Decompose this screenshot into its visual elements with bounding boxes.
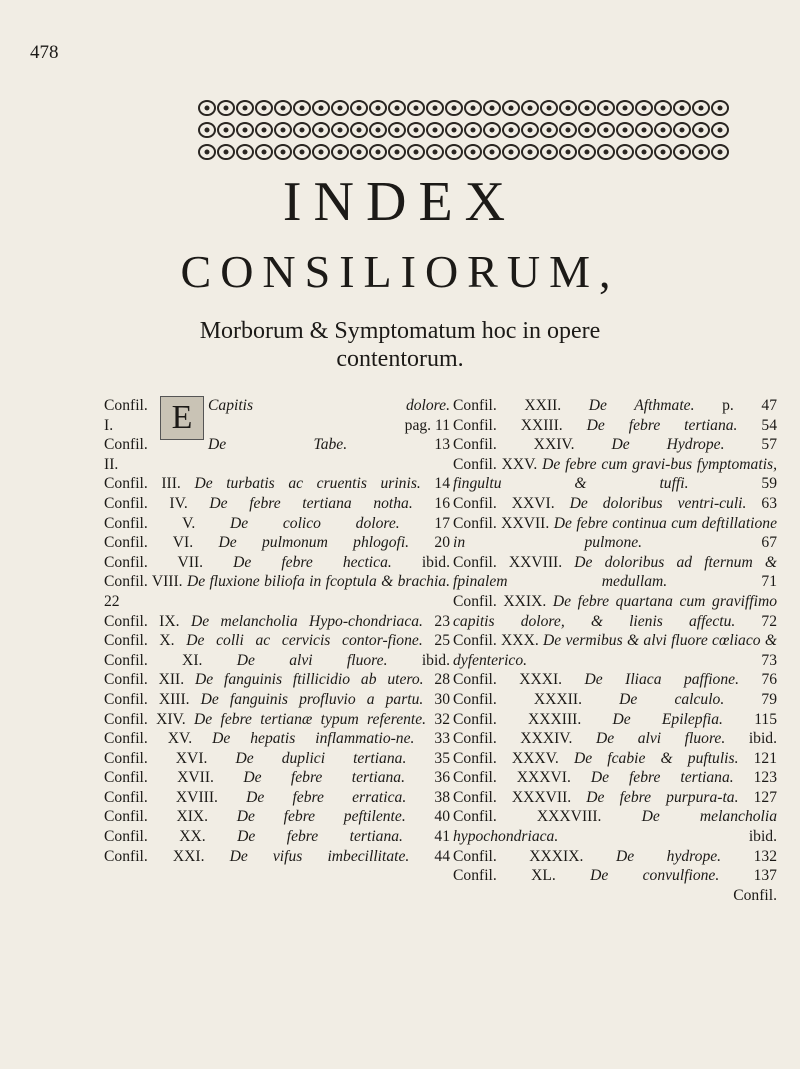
ornament-dot bbox=[642, 150, 647, 155]
ornament-dot bbox=[680, 150, 685, 155]
entry-page: 59 bbox=[761, 475, 778, 493]
index-entry bbox=[104, 729, 450, 749]
index-entry bbox=[453, 866, 777, 886]
ornament-dot bbox=[433, 128, 438, 133]
ornament-dot bbox=[680, 106, 685, 111]
ornament-dot bbox=[547, 128, 552, 133]
entry-text: De hydrope. bbox=[615, 847, 722, 865]
entry-label: Confil. XXVIII. bbox=[453, 553, 563, 571]
entry-text: De colico dolore. bbox=[230, 514, 400, 532]
entry-text: De fcabie & puftulis. bbox=[573, 749, 739, 767]
index-entry bbox=[104, 827, 450, 847]
entry-label: Confil. XXVII. bbox=[453, 514, 550, 532]
ornament-dot bbox=[604, 150, 609, 155]
ornament-dot bbox=[452, 106, 457, 111]
entry-label: Confil. II. bbox=[104, 436, 148, 473]
index-entry bbox=[104, 612, 450, 632]
ornament-dot bbox=[395, 106, 400, 111]
entry-page: 28 bbox=[434, 671, 450, 689]
entry-text: De Epilepfia. bbox=[612, 710, 723, 728]
entry-label: Confil. VIII. bbox=[104, 573, 183, 591]
entry-page: 76 bbox=[761, 671, 778, 689]
index-entry bbox=[453, 553, 777, 592]
entry-label: Confil. XVII. bbox=[104, 769, 214, 787]
entry-label: Confil. XII. bbox=[104, 671, 185, 689]
entry-page: 123 bbox=[753, 769, 778, 787]
entry-text: De duplici tertiana. bbox=[235, 749, 407, 767]
entry-text: De febre peftilente. bbox=[236, 808, 406, 826]
ornament-dot bbox=[395, 150, 400, 155]
entry-page: pag. 11 bbox=[404, 416, 450, 434]
ornament-dot bbox=[528, 128, 533, 133]
index-entry bbox=[453, 455, 777, 494]
entry-label: Confil. XXII. bbox=[453, 397, 562, 414]
entry-page: 36 bbox=[434, 769, 450, 787]
index-entry bbox=[104, 749, 450, 769]
entry-text: De colli ac cervicis contor-fione. bbox=[186, 632, 423, 650]
entry-label: Confil. I. bbox=[104, 397, 148, 434]
ornament-dot bbox=[699, 106, 704, 111]
entry-text: De fanguinis ftillicidio ab utero. bbox=[194, 671, 424, 689]
entry-page: 79 bbox=[761, 690, 777, 708]
entry-label: Confil. XXVI. bbox=[453, 494, 555, 512]
ornament-dot bbox=[262, 150, 267, 155]
ornament-dot bbox=[566, 150, 571, 155]
entry-page: 14 bbox=[434, 475, 450, 493]
index-entry bbox=[453, 847, 777, 867]
entry-label: Confil. XXXIII. bbox=[453, 710, 582, 728]
entry-text: De melancholia hypochondriaca. bbox=[453, 808, 777, 846]
entry-text: De febre tertiana. bbox=[243, 769, 406, 787]
entry-text: De doloribus ventri-culi. bbox=[569, 494, 747, 512]
ornament-dot bbox=[300, 106, 305, 111]
index-entry bbox=[104, 631, 450, 651]
ornament-dot bbox=[262, 106, 267, 111]
entry-text: De febre tertiana. bbox=[237, 828, 403, 846]
entry-text: De calculo. bbox=[619, 690, 725, 708]
entry-text: De vermibus & alvi fluore cœliaco & dyfenterico. bbox=[453, 632, 777, 669]
index-entry bbox=[453, 396, 777, 416]
entry-label: Confil. IX. bbox=[104, 612, 180, 630]
ornament-dot bbox=[205, 106, 210, 111]
index-entry bbox=[104, 807, 450, 827]
entry-label: Confil. XXIII. bbox=[453, 416, 563, 434]
entry-page: 16 bbox=[434, 494, 450, 512]
ornament-dot bbox=[433, 150, 438, 155]
ornament-dot bbox=[661, 128, 666, 133]
entry-text: De Tabe. bbox=[208, 436, 348, 454]
left-column bbox=[104, 396, 450, 866]
entry-page: 73 bbox=[761, 651, 777, 669]
entry-text: De melancholia Hypo-chondriaca. bbox=[190, 612, 423, 630]
first-entry bbox=[104, 396, 450, 474]
entry-label: Confil. XX. bbox=[104, 828, 206, 846]
entry-text: De febre quartana cum graviffimo capitis dolore, & lienis affectu. bbox=[453, 592, 778, 630]
entry-page: 40 bbox=[434, 808, 451, 826]
index-entry bbox=[104, 670, 450, 690]
ornament-dot bbox=[547, 150, 552, 155]
entry-text: De febre cum gravi-bus fymptomatis, fingultu & tuffi. bbox=[453, 455, 777, 493]
entry-page: 23 bbox=[434, 612, 450, 630]
index-entry bbox=[104, 690, 450, 710]
entry-label: Confil. XIV. bbox=[104, 710, 186, 728]
entry-page: 54 bbox=[761, 416, 778, 434]
entry-page: ibid. bbox=[748, 730, 777, 748]
ornament-dot bbox=[699, 128, 704, 133]
entry-page: 22 bbox=[104, 592, 120, 610]
entry-text: Capitis dolore. bbox=[208, 397, 450, 414]
ornament-dot bbox=[376, 150, 381, 155]
entry-page: 13 bbox=[434, 436, 450, 454]
index-entry bbox=[453, 416, 777, 436]
entry-text: De febre hectica. bbox=[233, 553, 392, 571]
entry-page: ibid. bbox=[421, 553, 450, 571]
ornament-dot bbox=[566, 128, 571, 133]
entry-label: Confil. XL. bbox=[453, 867, 556, 885]
index-entry bbox=[453, 788, 777, 808]
index-entry bbox=[104, 533, 450, 553]
ornament-dot bbox=[471, 150, 476, 155]
ornament-dot bbox=[224, 106, 229, 111]
entry-text: De Hydrope. bbox=[611, 436, 725, 454]
ornament-dot bbox=[490, 150, 495, 155]
initial-letter: E bbox=[171, 399, 193, 436]
index-entry bbox=[453, 631, 777, 670]
ornament-dot bbox=[376, 128, 381, 133]
entry-label: Confil. V. bbox=[104, 514, 196, 532]
index-entry bbox=[104, 553, 450, 573]
entry-text: De hepatis inflammatio-ne. bbox=[212, 730, 415, 748]
index-entry bbox=[453, 710, 777, 730]
ornament-dot bbox=[224, 128, 229, 133]
ornament-dot bbox=[699, 150, 704, 155]
entry-page: 17 bbox=[434, 514, 450, 532]
entry-page: 38 bbox=[434, 788, 450, 806]
entry-label: Confil. VII. bbox=[104, 553, 204, 571]
ornament-dot bbox=[528, 106, 533, 111]
ornament-dot bbox=[376, 106, 381, 111]
ornament-dot bbox=[300, 128, 305, 133]
page-subtitle: CONSILIORUM, bbox=[180, 246, 620, 297]
entry-page: 30 bbox=[434, 690, 451, 708]
ornament-dot bbox=[338, 128, 343, 133]
entry-text: De febre tertiana. bbox=[586, 416, 738, 434]
decorated-initial bbox=[160, 396, 204, 440]
index-entry bbox=[104, 768, 450, 788]
ornament-dot bbox=[585, 150, 590, 155]
decorative-border bbox=[197, 97, 729, 165]
index-entry bbox=[104, 651, 450, 671]
entry-page: 127 bbox=[753, 788, 777, 806]
ornament-dot bbox=[281, 150, 286, 155]
ornament-dot bbox=[547, 106, 552, 111]
index-entry bbox=[453, 494, 777, 514]
ornament-dot bbox=[338, 106, 343, 111]
ornament-dot bbox=[718, 128, 723, 133]
index-entry bbox=[104, 572, 450, 611]
ornament-dot bbox=[471, 128, 476, 133]
index-entry bbox=[104, 514, 450, 534]
entry-label: Confil. IV. bbox=[104, 494, 188, 512]
ornament-dot bbox=[471, 106, 476, 111]
index-entry bbox=[453, 690, 777, 710]
entry-page: 115 bbox=[754, 710, 777, 728]
entry-page: 25 bbox=[434, 632, 450, 650]
entry-label: Confil. XXXII. bbox=[453, 690, 582, 708]
entry-label: Confil. XXX. bbox=[453, 632, 539, 650]
ornament-dot bbox=[642, 128, 647, 133]
index-entry bbox=[453, 807, 777, 846]
ornament-dot bbox=[300, 150, 305, 155]
entry-page: 121 bbox=[753, 749, 777, 767]
description-line-2: contentorum. bbox=[336, 346, 464, 372]
index-entry bbox=[104, 788, 450, 808]
index-entry bbox=[453, 435, 777, 455]
entry-label: Confil. XXXVII. bbox=[453, 788, 572, 806]
index-entry bbox=[453, 749, 777, 769]
index-entry bbox=[104, 494, 450, 514]
ornament-dot bbox=[281, 106, 286, 111]
ornament-dot bbox=[319, 150, 324, 155]
ornament-dot bbox=[718, 106, 723, 111]
ornament-dot bbox=[718, 150, 723, 155]
entry-text: De alvi fluore. bbox=[236, 651, 388, 669]
entry-page: 44 bbox=[434, 847, 450, 865]
index-entry bbox=[453, 514, 777, 553]
entry-text: De febre purpura-ta. bbox=[586, 788, 739, 806]
index-entry bbox=[453, 729, 777, 749]
page-title: INDEX bbox=[282, 171, 518, 233]
ornament-dot bbox=[357, 150, 362, 155]
description-line-1: Morborum & Symptomatum hoc in opere bbox=[199, 318, 601, 344]
ornament-dot bbox=[509, 106, 514, 111]
ornament-dot bbox=[243, 128, 248, 133]
entry-label: Confil. XXIV. bbox=[453, 436, 575, 454]
entry-label: Confil. XV. bbox=[104, 730, 193, 748]
ornament-dot bbox=[205, 150, 210, 155]
entry-label: Confil. III. bbox=[104, 475, 181, 493]
entry-page: 33 bbox=[434, 730, 450, 748]
ornament-dot bbox=[338, 150, 343, 155]
ornament-dot bbox=[224, 150, 229, 155]
entry-page: 63 bbox=[761, 494, 778, 512]
index-entry bbox=[104, 474, 450, 494]
entry-page: 67 bbox=[761, 534, 777, 552]
entry-label: Confil. XXXVI. bbox=[453, 769, 571, 787]
entry-page: ibid. bbox=[748, 828, 777, 846]
ornament-dot bbox=[623, 128, 628, 133]
entry-text: De doloribus ad fternum & fpinalem medullam. bbox=[453, 553, 777, 591]
entry-page: 35 bbox=[434, 749, 451, 767]
entry-label: Confil. XXXVIII. bbox=[453, 808, 602, 826]
ornament-dot bbox=[414, 128, 419, 133]
ornament-dot bbox=[490, 106, 495, 111]
entry-label: Confil. XIII. bbox=[104, 690, 190, 708]
entry-label: Confil. VI. bbox=[104, 534, 194, 552]
ornament-dot bbox=[490, 128, 495, 133]
ornament-dot bbox=[205, 128, 210, 133]
entry-text: De fanguinis profluvio a partu. bbox=[200, 690, 424, 708]
entry-text: De vifus imbecillitate. bbox=[229, 847, 410, 865]
entry-page: 32 bbox=[434, 710, 450, 728]
entry-page: 57 bbox=[761, 436, 778, 454]
entry-label: Confil. XXV. bbox=[453, 455, 538, 473]
ornament-dot bbox=[319, 128, 324, 133]
page-number: 478 bbox=[30, 42, 59, 63]
entry-label: Confil. XXXI. bbox=[453, 671, 563, 689]
ornament-dot bbox=[509, 128, 514, 133]
entry-text: De turbatis ac cruentis urinis. bbox=[194, 475, 421, 493]
entry-text: De pulmonum phlogofi. bbox=[218, 534, 410, 552]
entry-page: 71 bbox=[761, 573, 777, 591]
right-column bbox=[453, 396, 777, 905]
entry-text: De febre tertiana notha. bbox=[209, 494, 413, 512]
ornament-dot bbox=[395, 128, 400, 133]
ornament-dot bbox=[604, 128, 609, 133]
ornament-dot bbox=[566, 106, 571, 111]
ornament-dot bbox=[281, 128, 286, 133]
ornament-dot bbox=[623, 106, 628, 111]
ornament-dot bbox=[528, 150, 533, 155]
entry-label: Confil. XXXIX. bbox=[453, 847, 584, 865]
entry-page: 137 bbox=[753, 867, 777, 885]
index-entry bbox=[104, 710, 450, 730]
entry-page: 132 bbox=[753, 847, 777, 865]
ornament-dot bbox=[452, 128, 457, 133]
entry-page: p. 47 bbox=[722, 397, 777, 414]
ornament-dot bbox=[509, 150, 514, 155]
index-entry bbox=[453, 768, 777, 788]
index-entry bbox=[453, 670, 777, 690]
ornament-dot bbox=[585, 106, 590, 111]
entry-text: De alvi fluore. bbox=[596, 730, 726, 748]
catchword: Confil. bbox=[733, 886, 777, 904]
entry-page: 72 bbox=[761, 612, 777, 630]
ornament-dot bbox=[357, 128, 362, 133]
entry-page: 41 bbox=[434, 828, 451, 846]
ornament-dot bbox=[661, 106, 666, 111]
entry-text: De fluxione biliofa in fcoptula & brachia. bbox=[186, 573, 450, 591]
entry-label: Confil. XVIII. bbox=[104, 788, 218, 806]
entry-label: Confil. XVI. bbox=[104, 749, 208, 767]
ornament-dot bbox=[414, 106, 419, 111]
entry-label: Confil. XIX. bbox=[104, 808, 209, 826]
entry-text: De Iliaca paffione. bbox=[584, 671, 739, 689]
entry-text: De febre tertiana. bbox=[590, 769, 734, 787]
entry-label: Confil. XXI. bbox=[104, 847, 205, 865]
ornament-dot bbox=[433, 106, 438, 111]
ornament-dot bbox=[661, 150, 666, 155]
ornament-dot bbox=[319, 106, 324, 111]
index-entry bbox=[104, 847, 450, 867]
entry-text: De febre erratica. bbox=[246, 788, 407, 806]
entry-label: Confil. XXXIV. bbox=[453, 730, 573, 748]
entry-page: 20 bbox=[434, 534, 450, 552]
ornament-dot bbox=[243, 150, 248, 155]
ornament-dot bbox=[680, 128, 685, 133]
index-entry bbox=[453, 592, 777, 631]
entry-text: De convulfione. bbox=[590, 867, 720, 885]
ornament-dot bbox=[585, 128, 590, 133]
entry-label: Confil. XXIX. bbox=[453, 592, 547, 610]
entry-text: De febre tertianæ typum referente. bbox=[194, 710, 427, 728]
ornament-dot bbox=[414, 150, 419, 155]
ornament-dot bbox=[623, 150, 628, 155]
entry-label: Confil. XI. bbox=[104, 651, 203, 669]
ornament-dot bbox=[452, 150, 457, 155]
entry-label: Confil. X. bbox=[104, 632, 175, 650]
ornament-dot bbox=[262, 128, 267, 133]
ornament-dot bbox=[243, 106, 248, 111]
entry-page: ibid. bbox=[421, 651, 450, 669]
entry-text: De Afthmate. bbox=[588, 397, 695, 414]
entry-text: De febre continua cum deftillatione in pulmone. bbox=[453, 514, 777, 552]
ornament-dot bbox=[642, 106, 647, 111]
ornament-dot bbox=[604, 106, 609, 111]
entry-label: Confil. XXXV. bbox=[453, 749, 559, 767]
ornament-dot bbox=[357, 106, 362, 111]
